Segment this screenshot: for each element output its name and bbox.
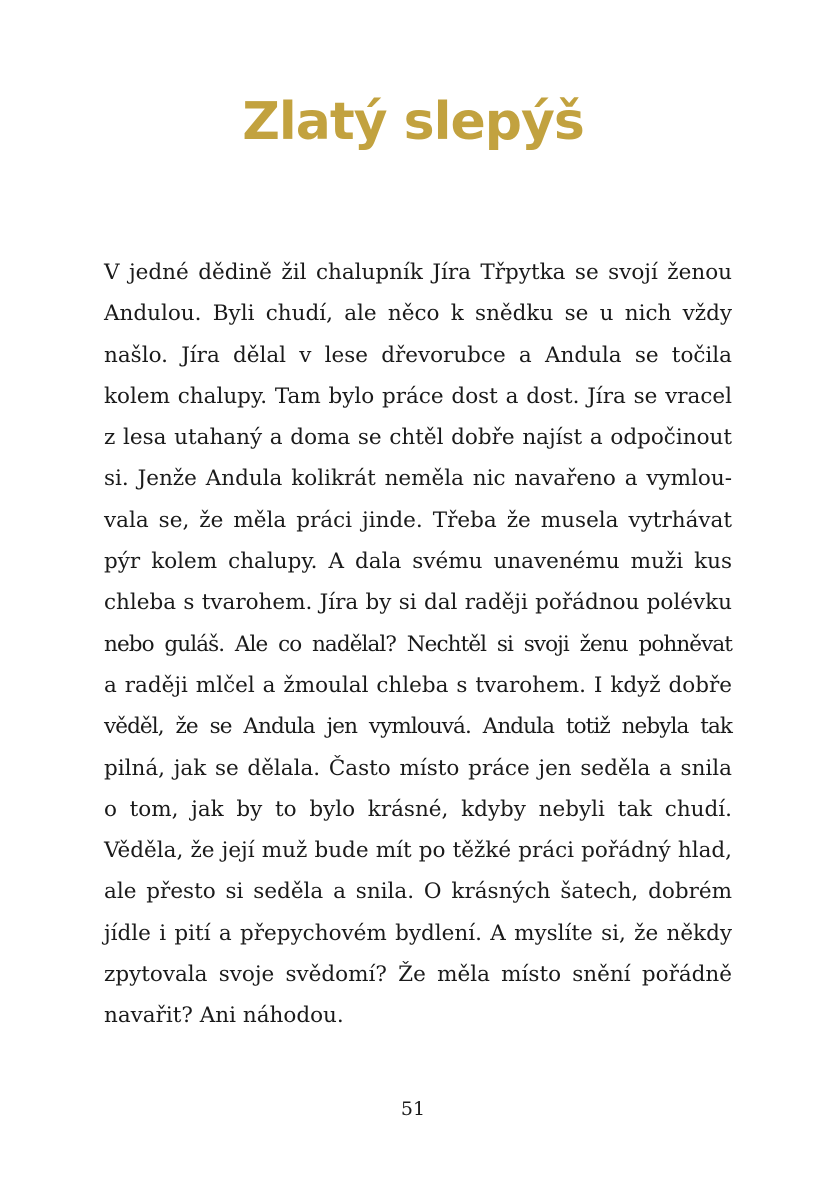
text-line: Andulou. Byli chudí, ale něco k snědku se u nich vždy: [104, 301, 732, 327]
text-line: kolem chalupy. Tam bylo práce dost a dost. Jíra se vracel: [104, 383, 732, 409]
text-line: a raději mlčel a žmoulal chleba s tvarohem. I když dobře: [104, 672, 732, 698]
text-line: si. Jenže Andula kolikrát neměla nic navařeno a vymlou-: [104, 466, 732, 492]
text-line: jídle i pití a přepychovém bydlení. A myslíte si, že někdy: [104, 920, 732, 946]
text-line: pýr kolem chalupy. A dala svému unavenému muži kus: [104, 549, 732, 575]
text-line: navařit? Ani náhodou.: [104, 1003, 344, 1029]
page-title: Zlatý slepýš: [242, 92, 584, 152]
text-line: z lesa utahaný a doma se chtěl dobře najíst a odpočinout: [104, 425, 732, 451]
text-line: našlo. Jíra dělal v lese dřevorubce a Andula se točila: [104, 342, 732, 368]
text-line: pilná, jak se dělala. Často místo práce jen seděla a snila: [104, 755, 732, 781]
text-line: Věděla, že její muž bude mít po těžké práci pořádný hlad,: [104, 838, 732, 864]
text-line: V jedné dědině žil chalupník Jíra Třpytka se svojí ženou: [104, 260, 732, 285]
text-line: nebo guláš. Ale co nadělal? Nechtěl si svoji ženu pohněvat: [104, 631, 732, 657]
story-text: [104, 252, 732, 1037]
page-number: 51: [400, 1098, 426, 1120]
text-line: chleba s tvarohem. Jíra by si dal raději pořádnou polévku: [104, 590, 732, 616]
text-line: vala se, že měla práci jinde. Třeba že musela vytrhávat: [104, 507, 732, 533]
text-line: ale přesto si seděla a snila. O krásných šatech, dobrém: [104, 879, 732, 905]
text-line: věděl, že se Andula jen vymlouvá. Andula totiž nebyla tak: [104, 714, 732, 740]
text-line: o tom, jak by to bylo krásné, kdyby nebyli tak chudí.: [104, 796, 732, 822]
text-line: zpytovala svoje svědomí? Že měla místo snění pořádně: [104, 962, 732, 988]
